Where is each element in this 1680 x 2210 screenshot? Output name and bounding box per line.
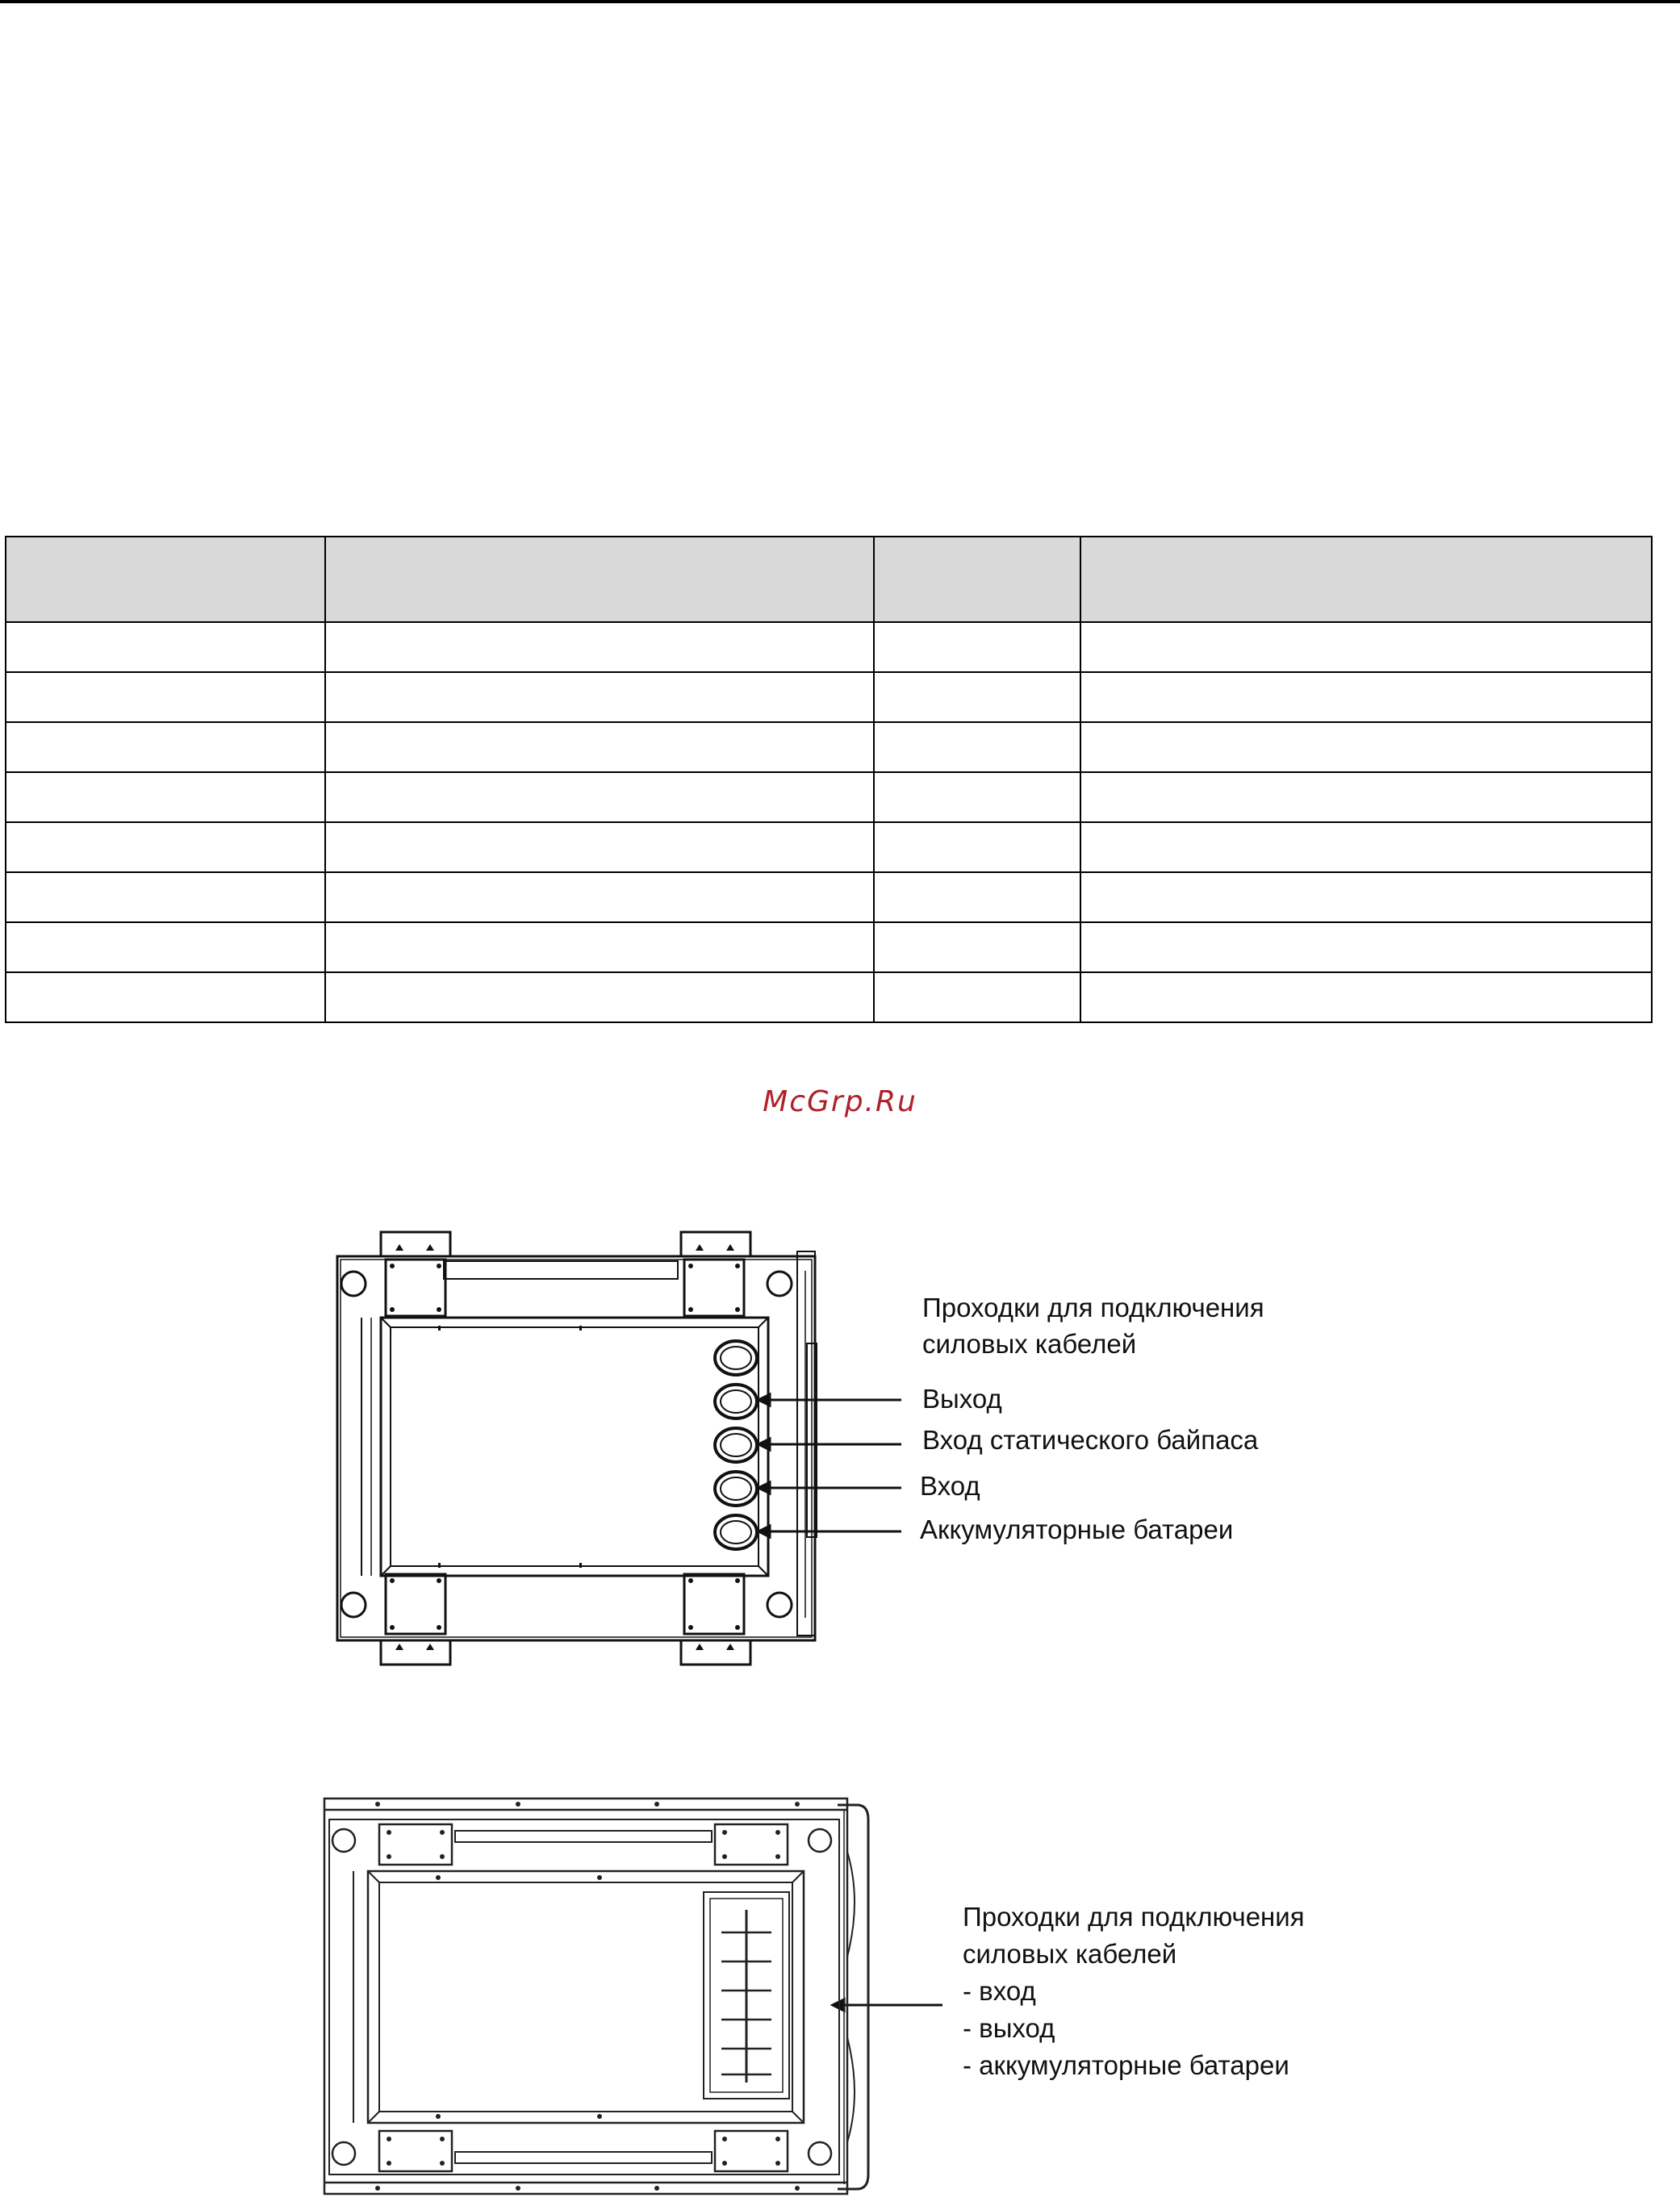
table-cell bbox=[1080, 822, 1652, 872]
table-cell bbox=[325, 922, 874, 972]
header-cell bbox=[325, 537, 874, 622]
table-cell bbox=[325, 822, 874, 872]
watermark-text: McGrp.Ru bbox=[763, 1085, 917, 1118]
table-row bbox=[6, 922, 1652, 972]
table-row bbox=[6, 972, 1652, 1022]
table-row bbox=[6, 622, 1652, 672]
table-cell bbox=[6, 872, 325, 922]
header-cell bbox=[6, 537, 325, 622]
table-cell bbox=[6, 972, 325, 1022]
table-cell bbox=[874, 922, 1080, 972]
table-cell bbox=[6, 772, 325, 822]
input-label: Вход bbox=[920, 1471, 980, 1501]
table-cell bbox=[1080, 972, 1652, 1022]
header-cell bbox=[1080, 537, 1652, 622]
table-row bbox=[6, 822, 1652, 872]
table-cell bbox=[325, 772, 874, 822]
passages-label-line2: силовых кабелей bbox=[922, 1329, 1137, 1359]
table-row bbox=[6, 672, 1652, 722]
table-cell bbox=[325, 722, 874, 772]
table-cell bbox=[325, 622, 874, 672]
table-cell bbox=[325, 872, 874, 922]
passages-label-line1: Проходки для подключения bbox=[922, 1293, 1264, 1322]
table-row bbox=[6, 772, 1652, 822]
cabinet-top-view-diagram-2 bbox=[321, 1795, 886, 2199]
table-cell bbox=[874, 772, 1080, 822]
table-row bbox=[6, 872, 1652, 922]
output-label: Выход bbox=[922, 1384, 1002, 1414]
table-cell bbox=[874, 622, 1080, 672]
passages-label-2-line1: Проходки для подключения bbox=[963, 1902, 1305, 1932]
table-cell bbox=[1080, 622, 1652, 672]
table-cell bbox=[874, 822, 1080, 872]
table-cell bbox=[325, 672, 874, 722]
table-cell bbox=[1080, 772, 1652, 822]
output-label-2: - выход bbox=[963, 2013, 1055, 2043]
table-cell bbox=[874, 972, 1080, 1022]
table-cell bbox=[874, 722, 1080, 772]
table-cell bbox=[6, 722, 325, 772]
table-cell bbox=[874, 672, 1080, 722]
table-cell bbox=[6, 822, 325, 872]
table-header-row bbox=[6, 537, 1652, 622]
table-cell bbox=[6, 622, 325, 672]
top-rule bbox=[0, 0, 1680, 3]
table-cell bbox=[1080, 722, 1652, 772]
data-table bbox=[5, 536, 1653, 1023]
header-cell bbox=[874, 537, 1080, 622]
table-cell bbox=[6, 672, 325, 722]
passages-label-2-line2: силовых кабелей bbox=[963, 1939, 1177, 1969]
table-cell bbox=[1080, 922, 1652, 972]
table-cell bbox=[874, 872, 1080, 922]
table-cell bbox=[1080, 672, 1652, 722]
cabinet-top-view-diagram-1 bbox=[323, 1222, 839, 1702]
table-cell bbox=[325, 972, 874, 1022]
table-cell bbox=[6, 922, 325, 972]
bypass-input-label: Вход статического байпаса bbox=[922, 1425, 1259, 1455]
batteries-label: Аккумуляторные батареи bbox=[920, 1514, 1234, 1544]
input-label-2: - вход bbox=[963, 1976, 1036, 2006]
batteries-label-2: - аккумуляторные батареи bbox=[963, 2050, 1289, 2080]
table-cell bbox=[1080, 872, 1652, 922]
table-row bbox=[6, 722, 1652, 772]
